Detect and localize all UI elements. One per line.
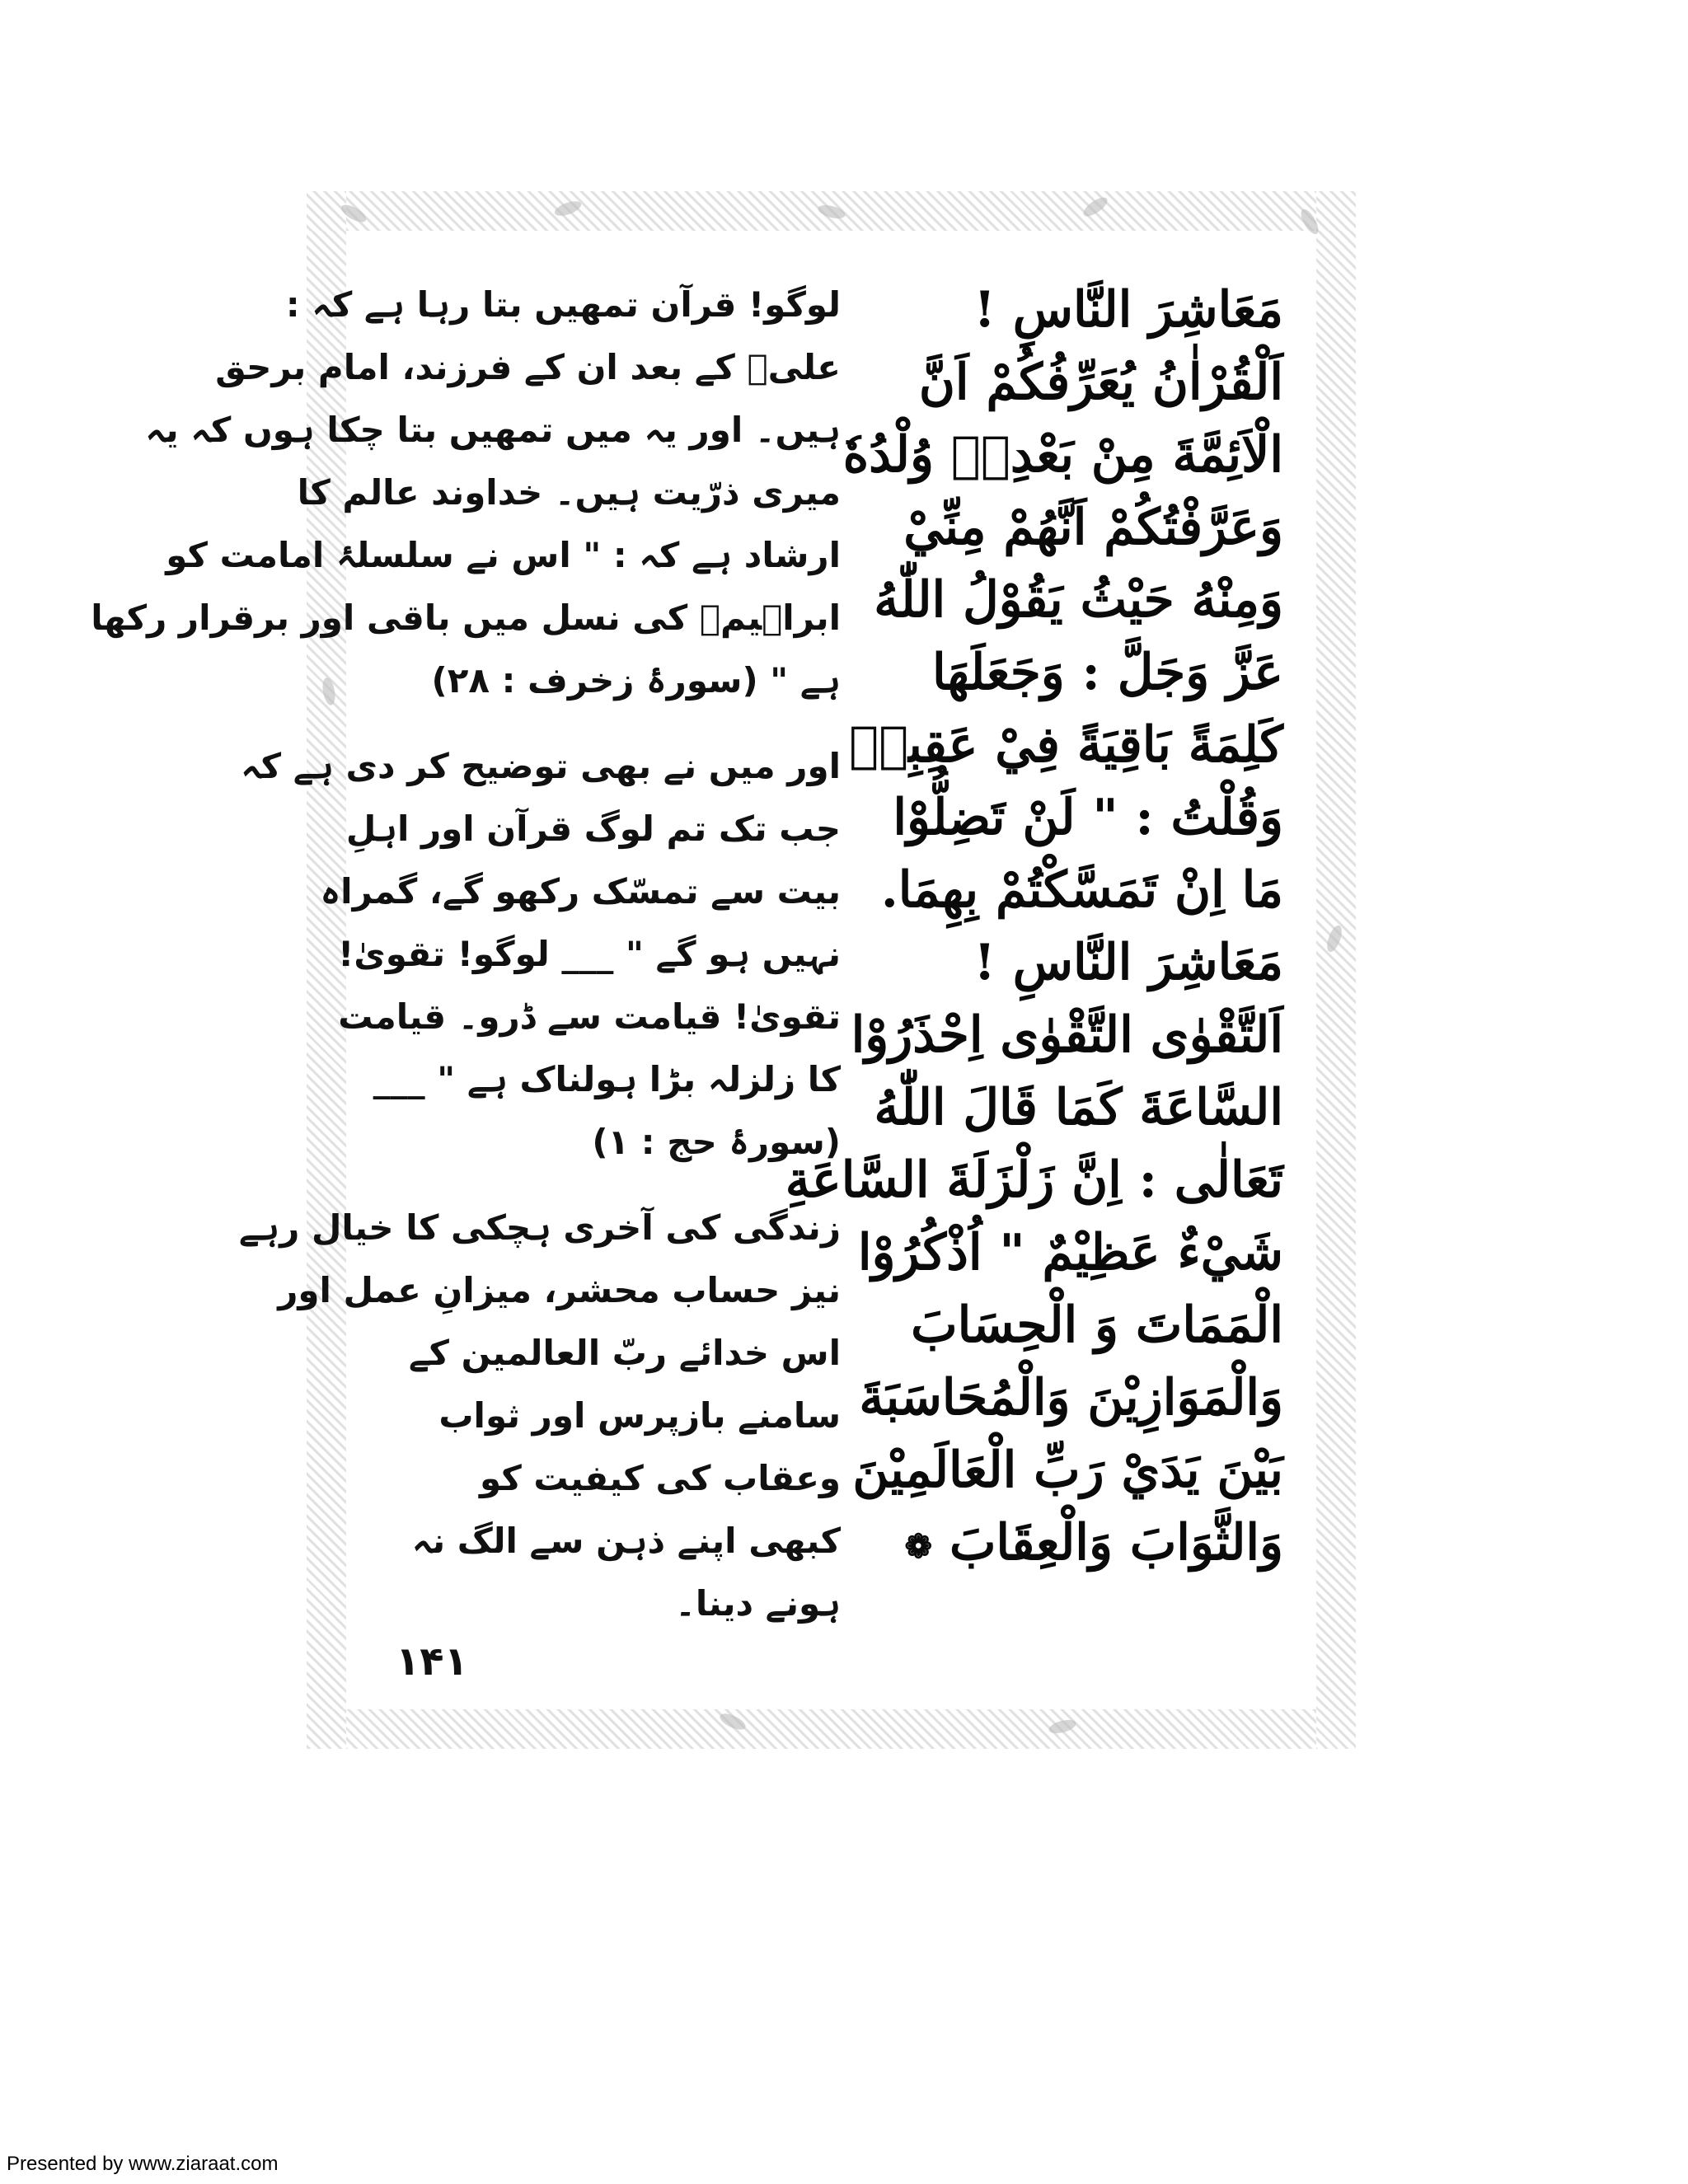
urdu-line: لوگو! قرآن تمھیں بتا رہا ہے کہ : bbox=[285, 284, 841, 325]
text-area bbox=[91, 241, 1316, 1709]
arabic-column bbox=[785, 274, 1283, 1579]
book-page bbox=[91, 191, 1356, 1749]
urdu-line: کبھی اپنے ذہن سے الگ نہ bbox=[411, 1521, 841, 1561]
arabic-line-last bbox=[822, 1507, 1283, 1579]
urdu-line: جب تک تم لوگ قرآن اور اہلِ bbox=[345, 808, 841, 849]
arabic-line: اَلْقُرْاٰنُ يُعَرِّفُكُمْ اَنَّ bbox=[918, 354, 1283, 411]
arabic-line: وَمِنْهُ حَيْثُ يَقُوْلُ اللّٰهُ bbox=[874, 571, 1283, 629]
footer-credit: Presented by www.ziaraat.com bbox=[7, 2153, 279, 2175]
urdu-line: سامنے بازپرس اور ثواب bbox=[438, 1395, 841, 1436]
arabic-line: السَّاعَةَ كَمَا قَالَ اللّٰهُ bbox=[874, 1079, 1283, 1137]
page-number: ۱۴۱ bbox=[396, 1638, 468, 1685]
flower-end-icon: ❁ bbox=[904, 1526, 933, 1566]
arabic-line: وَقُلْتُ : " لَنْ تَضِلُّوْا bbox=[893, 789, 1283, 846]
arabic-line: مَعَاشِرَ النَّاسِ ! bbox=[973, 934, 1283, 991]
urdu-line: علیؑ کے بعد ان کے فرزند، امام برحق bbox=[215, 347, 841, 387]
urdu-line: ہے " (سورۂ زخرف : ۲۸) bbox=[431, 660, 841, 701]
urdu-line: ارشاد ہے کہ : " اس نے سلسلۂ امامت کو bbox=[166, 535, 841, 575]
urdu-line: بیت سے تمسّک رکھو گے، گمراہ bbox=[320, 871, 841, 912]
arabic-line: عَزَّ وَجَلَّ : وَجَعَلَهَا bbox=[931, 644, 1283, 701]
arabic-line: الْاَئِمَّةَ مِنْ بَعْدِهٖ وُلْدُهٗ bbox=[842, 426, 1283, 484]
paragraph-gap bbox=[379, 712, 841, 735]
arabic-line: تَعَالٰى : اِنَّ زَلْزَلَةَ السَّاعَةِ bbox=[785, 1151, 1283, 1209]
urdu-line: نہیں ہو گے " ___ لوگو! تقویٰ! bbox=[338, 934, 841, 974]
urdu-line: وعقاب کی کیفیت کو bbox=[480, 1458, 841, 1498]
arabic-line: شَيْءٌ عَظِيْمٌ " اُذْكُرُوْا bbox=[857, 1224, 1283, 1282]
arabic-line-text: وَالثَّوَابَ وَالْعِقَابَ bbox=[949, 1514, 1283, 1572]
urdu-line: اس خدائے ربّ العالمین کے bbox=[408, 1333, 841, 1373]
arabic-line: وَعَرَّفْتُكُمْ اَنَّهُمْ مِنِّيْ bbox=[903, 499, 1283, 556]
urdu-line: کا زلزلہ بڑا ہولناک ہے " ___ bbox=[373, 1059, 841, 1099]
arabic-line: مَعَاشِرَ النَّاسِ ! bbox=[973, 281, 1283, 339]
arabic-line: بَيْنَ يَدَيْ رَبِّ الْعَالَمِيْنَ bbox=[852, 1441, 1283, 1499]
urdu-line: میری ذرّیت ہیں۔ خداوند عالم کا bbox=[297, 472, 841, 513]
urdu-line: تقویٰ! قیامت سے ڈرو۔ قیامت bbox=[338, 996, 841, 1037]
urdu-line: ابراہیمؑ کی نسل میں باقی اور برقرار رکھا bbox=[91, 598, 841, 638]
urdu-line: ہیں۔ اور یہ میں تمھیں بتا چکا ہوں کہ یہ bbox=[145, 410, 841, 450]
paragraph-gap bbox=[379, 1174, 841, 1197]
arabic-line: مَا اِنْ تَمَسَّكْتُمْ بِهِمَا. bbox=[880, 861, 1283, 919]
arabic-line: وَالْمَوَازِيْنَ وَالْمُحَاسَبَةَ bbox=[859, 1369, 1283, 1427]
arabic-line: الْمَمَاتَ وَ الْحِسَابَ bbox=[911, 1296, 1283, 1354]
urdu-line: زندگی کی آخری ہچکی کا خیال رہے bbox=[238, 1207, 841, 1248]
urdu-line: اور میں نے بھی توضیح کر دی ہے کہ bbox=[241, 746, 841, 786]
urdu-line: (سورۂ حج : ۱) bbox=[592, 1122, 841, 1162]
arabic-line: اَلتَّقْوٰى التَّقْوٰى اِحْذَرُوْا bbox=[851, 1006, 1283, 1064]
arabic-line: كَلِمَةً بَاقِيَةً فِيْ عَقِبِهٖ bbox=[849, 716, 1283, 774]
urdu-line: ہونے دینا۔ bbox=[675, 1583, 841, 1624]
urdu-translation-column bbox=[91, 274, 841, 1635]
urdu-line: نیز حساب محشر، میزانِ عمل اور bbox=[278, 1270, 841, 1310]
